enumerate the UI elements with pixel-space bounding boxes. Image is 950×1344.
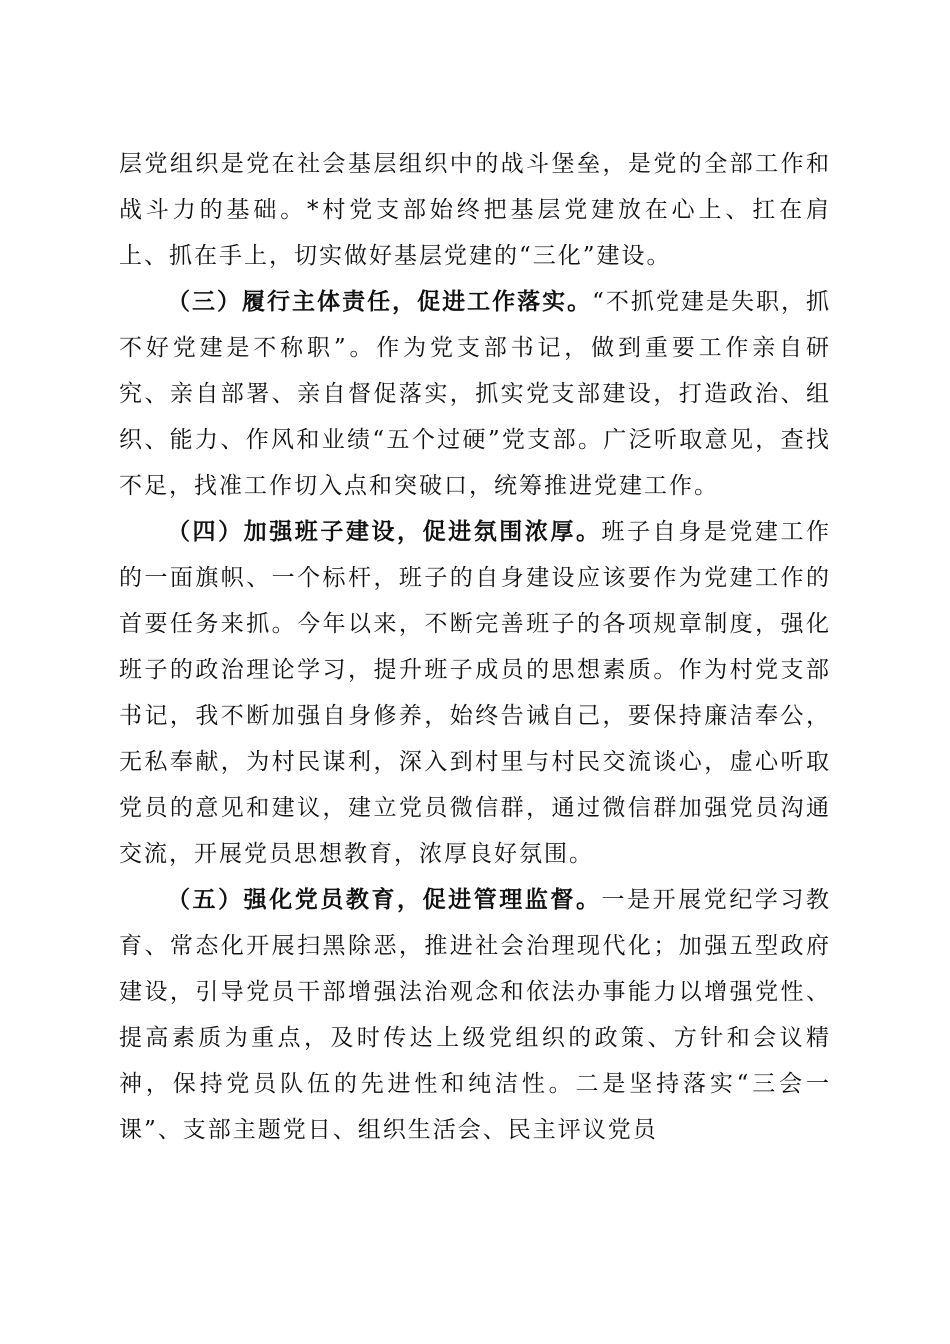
paragraph-text: 班子自身是党建工作的一面旗帜、一个标杆，班子的自身建设应该要作为党建工作的首要任务来抓。今年以来，不断完善班子的各项规章制度，强化班子的政治理论学习，提升班子成员的思想素质。作为村党支部书记，我不断加强自身修养，始终告诫自己，要保持廉洁奉公，无私奉献，为村民谋利，深入到村里与村民交流谈心，虚心听取党员的意见和建议，建立党员微信群，通过微信群加强党员沟通交流，开展党员思想教育，浓厚良好氛围。 [119,519,832,867]
paragraph-section-5 [119,877,831,1153]
paragraph-continuation [119,141,831,279]
paragraph-text: 一是开展党纪学习教育、常态化开展扫黑除恶，推进社会治理现代化；加强五型政府建设，引导党员干部增强法治观念和依法办事能力以增强党性、提高素质为重点，及时传达上级党组织的政策、方针和会议精神，保持党员队伍的先进性和纯洁性。二是坚持落实“三会一课”、支部主题党日、组织生活会、民主评议党员 [119,887,832,1143]
paragraph-section-3 [119,279,831,509]
section-heading: （五）强化党员教育，促进管理监督。 [167,886,602,913]
section-heading: （三）履行主体责任，促进工作落实。 [167,288,593,315]
section-heading: （四）加强班子建设，促进氛围浓厚。 [167,518,602,545]
paragraph-text: 层党组织是党在社会基层组织中的战斗堡垒，是党的全部工作和战斗力的基础。*村党支部始终把基层党建放在心上、扛在肩上、抓在手上，切实做好基层党建的“三化”建设。 [119,151,831,269]
document-body [119,141,831,1153]
paragraph-text: “不抓党建是失职，抓不好党建是不称职”。作为党支部书记，做到重要工作亲自研究、亲自部署、亲自督促落实，抓实党支部建设，打造政治、组织、能力、作风和业绩“五个过硬”党支部。广泛听取意见，查找不足，找准工作切入点和突破口，统筹推进党建工作。 [119,289,831,499]
paragraph-section-4 [119,509,831,877]
